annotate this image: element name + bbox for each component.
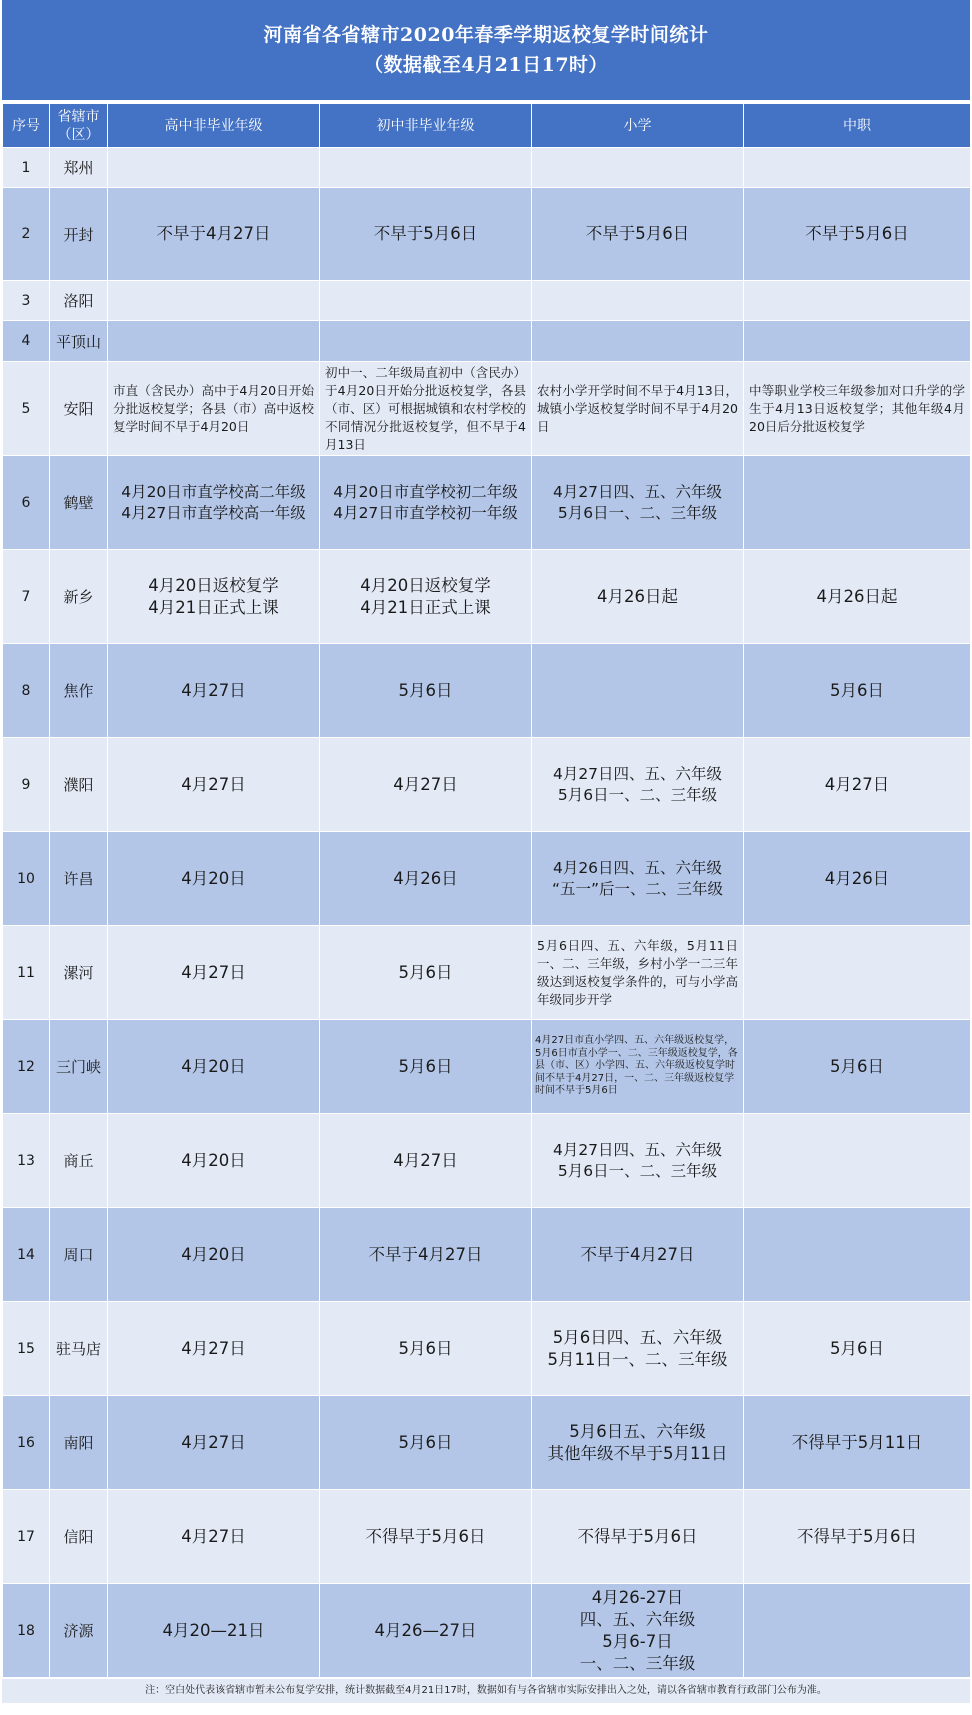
row-seq: 18 (3, 1584, 50, 1678)
table-row (3, 148, 971, 188)
row-city: 许昌 (50, 832, 108, 926)
cell-primary: 4月27日四、五、六年级 5月6日一、二、三年级 (532, 456, 744, 550)
cell-high (108, 321, 320, 362)
page-subtitle: （数据截至4月21日17时） (363, 54, 609, 76)
cell-primary: 5月6日五、六年级 其他年级不早于5月11日 (532, 1396, 744, 1490)
table-row (3, 281, 971, 321)
cell-vocational: 4月26日起 (744, 550, 971, 644)
row-city: 新乡 (50, 550, 108, 644)
cell-high: 4月20日 (108, 832, 320, 926)
cell-middle (320, 148, 532, 188)
cell-primary: 不早于4月27日 (532, 1208, 744, 1302)
row-city: 济源 (50, 1584, 108, 1678)
cell-high: 4月27日 (108, 926, 320, 1020)
col-header-seq: 序号 (3, 104, 50, 148)
row-seq: 11 (3, 926, 50, 1020)
cell-primary (532, 321, 744, 362)
col-header-city: 省辖市（区） (50, 104, 108, 148)
cell-vocational: 4月27日 (744, 738, 971, 832)
cell-middle: 4月20日返校复学 4月21日正式上课 (320, 550, 532, 644)
row-city: 鹤壁 (50, 456, 108, 550)
cell-vocational: 5月6日 (744, 644, 971, 738)
row-seq: 10 (3, 832, 50, 926)
row-city: 三门峡 (50, 1020, 108, 1114)
cell-primary: 4月26日起 (532, 550, 744, 644)
cell-middle: 4月26日 (320, 832, 532, 926)
table-row (3, 832, 971, 926)
row-city: 信阳 (50, 1490, 108, 1584)
cell-middle: 不早于4月27日 (320, 1208, 532, 1302)
row-seq: 1 (3, 148, 50, 188)
cell-vocational: 4月26日 (744, 832, 971, 926)
cell-high: 4月27日 (108, 1396, 320, 1490)
row-seq: 8 (3, 644, 50, 738)
row-seq: 9 (3, 738, 50, 832)
cell-primary: 4月26-27日 四、五、六年级 5月6-7日 一、二、三年级 (532, 1584, 744, 1678)
cell-primary: 5月6日四、五、六年级 5月11日一、二、三年级 (532, 1302, 744, 1396)
schedule-table (2, 103, 971, 1678)
cell-vocational (744, 1584, 971, 1678)
table-row (3, 1396, 971, 1490)
row-seq: 15 (3, 1302, 50, 1396)
table-row (3, 188, 971, 281)
row-seq: 16 (3, 1396, 50, 1490)
table-row (3, 362, 971, 456)
cell-middle: 4月20日市直学校初二年级 4月27日市直学校初一年级 (320, 456, 532, 550)
col-header-vocational: 中职 (744, 104, 971, 148)
col-header-high: 高中非毕业年级 (108, 104, 320, 148)
row-seq: 12 (3, 1020, 50, 1114)
cell-primary: 不早于5月6日 (532, 188, 744, 281)
cell-primary (532, 148, 744, 188)
row-seq: 13 (3, 1114, 50, 1208)
row-seq: 5 (3, 362, 50, 456)
cell-primary (532, 281, 744, 321)
cell-high: 4月20—21日 (108, 1584, 320, 1678)
cell-middle: 不得早于5月6日 (320, 1490, 532, 1584)
col-header-primary: 小学 (532, 104, 744, 148)
cell-vocational (744, 926, 971, 1020)
cell-high: 4月27日 (108, 644, 320, 738)
table-row (3, 321, 971, 362)
table-row (3, 644, 971, 738)
title-banner (2, 0, 970, 103)
cell-primary: 4月26日四、五、六年级 “五一”后一、二、三年级 (532, 832, 744, 926)
cell-middle: 5月6日 (320, 926, 532, 1020)
cell-middle: 不早于5月6日 (320, 188, 532, 281)
cell-high: 4月27日 (108, 1490, 320, 1584)
row-seq: 17 (3, 1490, 50, 1584)
row-seq: 6 (3, 456, 50, 550)
cell-middle (320, 321, 532, 362)
table-row (3, 1302, 971, 1396)
cell-primary: 不得早于5月6日 (532, 1490, 744, 1584)
row-city: 南阳 (50, 1396, 108, 1490)
cell-high: 4月20日 (108, 1114, 320, 1208)
cell-vocational: 中等职业学校三年级参加对口升学的学生于4月13日返校复学；其他年级4月20日后分批返校复学 (744, 362, 971, 456)
cell-middle: 4月27日 (320, 738, 532, 832)
cell-high: 市直（含民办）高中于4月20日开始分批返校复学；各县（市）高中返校复学时间不早于4月20日 (108, 362, 320, 456)
table-row (3, 738, 971, 832)
row-city: 开封 (50, 188, 108, 281)
cell-high: 4月27日 (108, 738, 320, 832)
cell-vocational (744, 1208, 971, 1302)
table-row (3, 456, 971, 550)
table-row (3, 550, 971, 644)
table-row (3, 926, 971, 1020)
cell-high: 4月20日 (108, 1020, 320, 1114)
cell-vocational: 5月6日 (744, 1020, 971, 1114)
cell-high: 4月20日返校复学 4月21日正式上课 (108, 550, 320, 644)
cell-middle: 5月6日 (320, 1020, 532, 1114)
cell-high: 不早于4月27日 (108, 188, 320, 281)
cell-high (108, 281, 320, 321)
page-title: 河南省各省辖市2020年春季学期返校复学时间统计 (263, 24, 709, 46)
cell-vocational (744, 456, 971, 550)
cell-primary (532, 644, 744, 738)
cell-primary: 5月6日四、五、六年级，5月11日一、二、三年级，乡村小学一二三年级达到返校复学条件的，可与小学高年级同步开学 (532, 926, 744, 1020)
cell-vocational (744, 281, 971, 321)
row-city: 商丘 (50, 1114, 108, 1208)
cell-high: 4月27日 (108, 1302, 320, 1396)
table-body (3, 148, 971, 1678)
cell-primary: 农村小学开学时间不早于4月13日，城镇小学返校复学时间不早于4月20日 (532, 362, 744, 456)
cell-middle: 4月26—27日 (320, 1584, 532, 1678)
row-seq: 7 (3, 550, 50, 644)
cell-vocational (744, 148, 971, 188)
table-row (3, 1490, 971, 1584)
row-city: 周口 (50, 1208, 108, 1302)
row-city: 洛阳 (50, 281, 108, 321)
table-row (3, 1584, 971, 1678)
cell-vocational: 5月6日 (744, 1302, 971, 1396)
row-seq: 3 (3, 281, 50, 321)
cell-vocational: 不得早于5月11日 (744, 1396, 971, 1490)
cell-primary: 4月27日四、五、六年级 5月6日一、二、三年级 (532, 738, 744, 832)
footnote: 注：空白处代表该省辖市暂未公布复学安排，统计数据截至4月21日17时，数据如有与各省辖市实际安排出入之处，请以各省辖市教育行政部门公布为准。 (2, 1678, 970, 1703)
cell-vocational (744, 1114, 971, 1208)
row-city: 安阳 (50, 362, 108, 456)
cell-high (108, 148, 320, 188)
cell-middle (320, 281, 532, 321)
table-row (3, 1114, 971, 1208)
page (2, 0, 970, 1715)
row-city: 驻马店 (50, 1302, 108, 1396)
cell-middle: 5月6日 (320, 1302, 532, 1396)
cell-high: 4月20日 (108, 1208, 320, 1302)
cell-vocational: 不早于5月6日 (744, 188, 971, 281)
row-city: 濮阳 (50, 738, 108, 832)
cell-middle: 5月6日 (320, 1396, 532, 1490)
cell-vocational: 不得早于5月6日 (744, 1490, 971, 1584)
col-header-middle: 初中非毕业年级 (320, 104, 532, 148)
cell-primary: 4月27日四、五、六年级 5月6日一、二、三年级 (532, 1114, 744, 1208)
row-city: 平顶山 (50, 321, 108, 362)
cell-high: 4月20日市直学校高二年级 4月27日市直学校高一年级 (108, 456, 320, 550)
cell-middle: 5月6日 (320, 644, 532, 738)
header-row (3, 104, 971, 148)
row-city: 焦作 (50, 644, 108, 738)
cell-primary: 4月27日市直小学四、五、六年级返校复学，5月6日市直小学一、二、三年级返校复学，各县（市、区）小学四、五、六年级返校复学时间不早于4月27日，一、二、三年级返校复学时间不早于5月6日 (532, 1020, 744, 1114)
row-city: 漯河 (50, 926, 108, 1020)
cell-vocational (744, 321, 971, 362)
cell-middle: 初中一、二年级局直初中（含民办）于4月20日开始分批返校复学，各县（市、区）可根据城镇和农村学校的不同情况分批返校复学，但不早于4月13日 (320, 362, 532, 456)
row-seq: 14 (3, 1208, 50, 1302)
cell-middle: 4月27日 (320, 1114, 532, 1208)
row-seq: 4 (3, 321, 50, 362)
row-city: 郑州 (50, 148, 108, 188)
table-row (3, 1208, 971, 1302)
row-seq: 2 (3, 188, 50, 281)
table-row (3, 1020, 971, 1114)
